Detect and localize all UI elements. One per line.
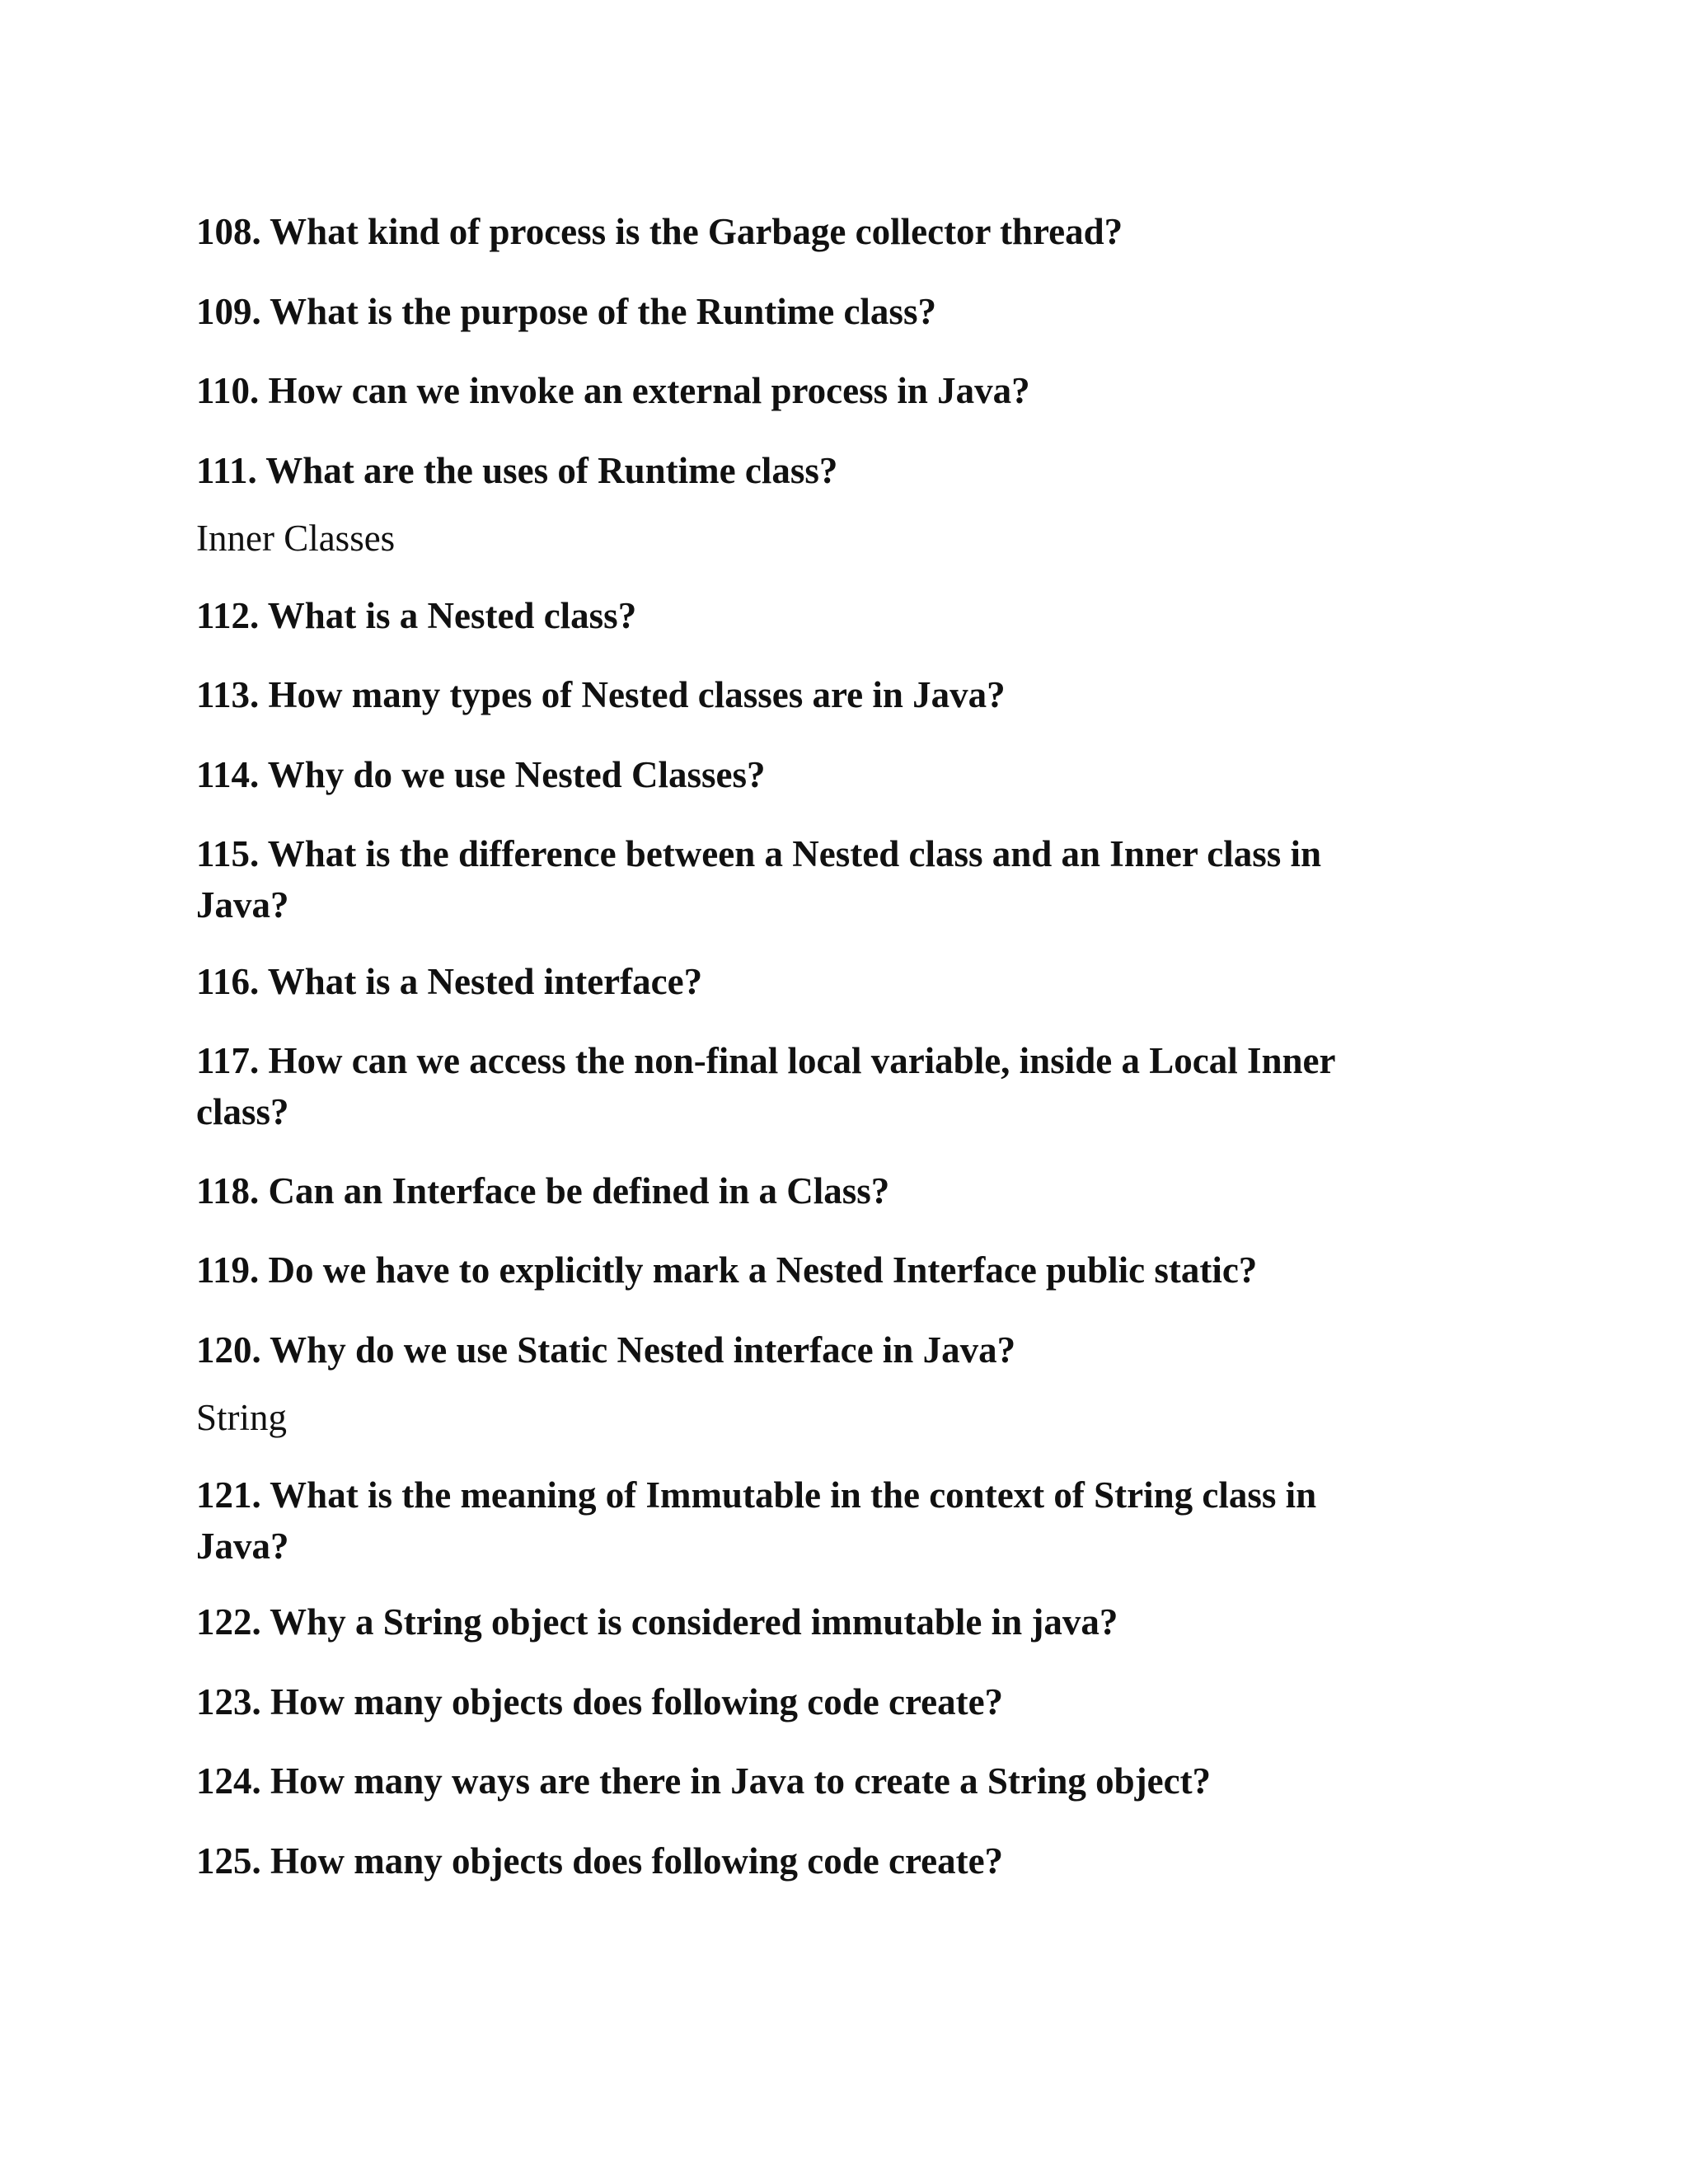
question-124: 124. How many ways are there in Java to create a String object?	[196, 1760, 1212, 1802]
question-114: 114. Why do we use Nested Classes?	[196, 754, 766, 795]
question-108: 108. What kind of process is the Garbage collector thread?	[196, 211, 1123, 252]
question-112: 112. What is a Nested class?	[196, 595, 637, 636]
question-117: 117. How can we access the non-final local variable, inside a Local Inner	[196, 1040, 1336, 1081]
question-109: 109. What is the purpose of the Runtime class?	[196, 291, 936, 332]
question-123: 123. How many objects does following code create?	[196, 1681, 1004, 1722]
question-118: 118. Can an Interface be defined in a Class?	[196, 1170, 890, 1212]
question-125: 125. How many objects does following code create?	[196, 1840, 1004, 1882]
section-heading-string: String	[196, 1397, 288, 1438]
question-121: 121. What is the meaning of Immutable in the context of String class in	[196, 1474, 1317, 1516]
section-heading-inner-classes: Inner Classes	[196, 518, 396, 559]
question-115: 115. What is the difference between a Nested class and an Inner class in	[196, 833, 1322, 874]
question-122: 122. Why a String object is considered immutable in java?	[196, 1601, 1118, 1643]
question-111: 111. What are the uses of Runtime class?	[196, 450, 838, 491]
question-121-continued: Java?	[196, 1526, 289, 1567]
question-113: 113. How many types of Nested classes are in Java?	[196, 674, 1006, 715]
question-115-continued: Java?	[196, 884, 289, 926]
question-120: 120. Why do we use Static Nested interface in Java?	[196, 1329, 1016, 1371]
question-116: 116. What is a Nested interface?	[196, 961, 703, 1002]
question-117-continued: class?	[196, 1091, 289, 1132]
question-110: 110. How can we invoke an external process in Java?	[196, 370, 1030, 411]
question-119: 119. Do we have to explicitly mark a Nested Interface public static?	[196, 1249, 1258, 1291]
